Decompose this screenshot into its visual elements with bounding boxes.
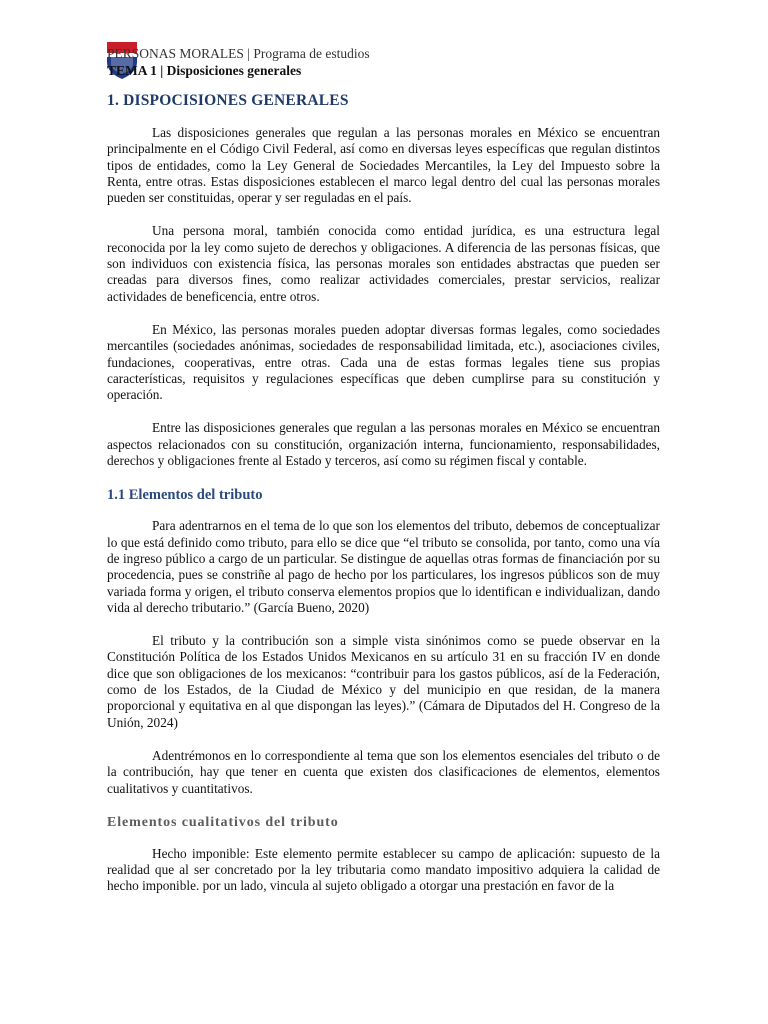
header-course-suffix: Programa de estudios [253,46,370,61]
section-1-1-paragraph: El tributo y la contribución son a simple vista sinónimos como se puede observar en la Constitución Política de los Estados Unidos Mexicanos en su artículo 31 en su fracción IV en donde dice que son obligaciones de los mexicanos: “contribuir para los gastos públicos, así de la Federación, como de los Estados, de la Ciudad de México y del municipio en que residan, de la manera proporcional y equitativa en al que dispongan las leyes).” (Cámara de Diputados del H. Congreso de la Unión, 2024) [107,633,660,730]
subsection-paragraph: Hecho imponible: Este elemento permite establecer su campo de aplicación: supuesto de la realidad que al ser concretado por la ley tributaria como mandato impositivo adquiera la calidad de hecho imponible. por un lado, vincula al sujeto obligado a otorgar una prestación en favor de la [107,845,660,894]
section-1-1-paragraph: Adentrémonos en lo correspondiente al tema que son los elementos esenciales del tributo o de la contribución, hay que tener en cuenta que existen dos clasificaciones de elementos, elementos cualitativos y cuantitativos. [107,747,660,796]
section-1-1-paragraph: Para adentrarnos en el tema de lo que son los elementos del tributo, debemos de conceptualizar lo que está definido como tributo, para ello se dice que “el tributo se consolida, por tanto, como una vía de ingreso público a cargo de un particular. Se distingue de aquellas otras formas de financiación por su procedencia, pues se constriñe al pago de hecho por los particulares, los ingresos públicos son de muy variada forma y origen, el tributo conserva elementos propios que lo identifican e individualizan, dando vida al derecho tributario.” (García Bueno, 2020) [107,518,660,615]
section-1-paragraph: En México, las personas morales pueden adoptar diversas formas legales, como sociedades mercantiles (sociedades anónimas, sociedades de responsabilidad limitada, etc.), asociaciones civiles, fundaciones, cooperativas, entre otras. Cada una de estas formas legales tiene sus propias características, requisitos y regulaciones específicas que deben cumplirse para su constitución y operación. [107,321,660,403]
section-1-paragraph: Las disposiciones generales que regulan a las personas morales en México se encuentran principalmente en el Código Civil Federal, así como en diversas leyes específicas que regulan distintos tipos de entidades, como la Ley General de Sociedades Mercantiles, la Ley del Impuesto sobre la Renta, entre otras. Estas disposiciones establecen el marco legal dentro del cual las personas morales pueden ser constituidas, operar y ser reguladas en el país. [107,125,660,206]
page-header [107,45,667,79]
document-body [107,92,660,912]
subsection-title: Elementos cualitativos del tributo [107,814,339,830]
header-topic-prefix: TEMA 1 [107,63,157,78]
header-separator: | [156,63,167,78]
header-course-prefix: PERSONAS MORALES [107,46,244,61]
section-1-paragraph: Entre las disposiciones generales que regulan a las personas morales en México se encuentran aspectos relacionados con su constitución, organización interna, funcionamiento, responsabilidades, derechos y obligaciones frente al Estado y terceros, así como su régimen fiscal y contable. [107,420,660,469]
header-separator: | [243,46,254,61]
section-1-paragraph: Una persona moral, también conocida como entidad jurídica, es una estructura legal reconocida por la ley como sujeto de derechos y obligaciones. A diferencia de las personas físicas, que son individuos con existencia física, las personas morales son entidades abstractas que pueden ser creadas para diversos fines, como realizar actividades comerciales, prestar servicios, realizar actividades de beneficencia, entre otros. [107,223,660,304]
header-course [107,45,667,62]
section-1-title: 1. DISPOCISIONES GENERALES [107,92,349,109]
header-topic-title: Disposiciones generales [166,63,302,78]
header-topic [107,62,667,79]
section-1-1-title: 1.1 Elementos del tributo [107,487,263,504]
